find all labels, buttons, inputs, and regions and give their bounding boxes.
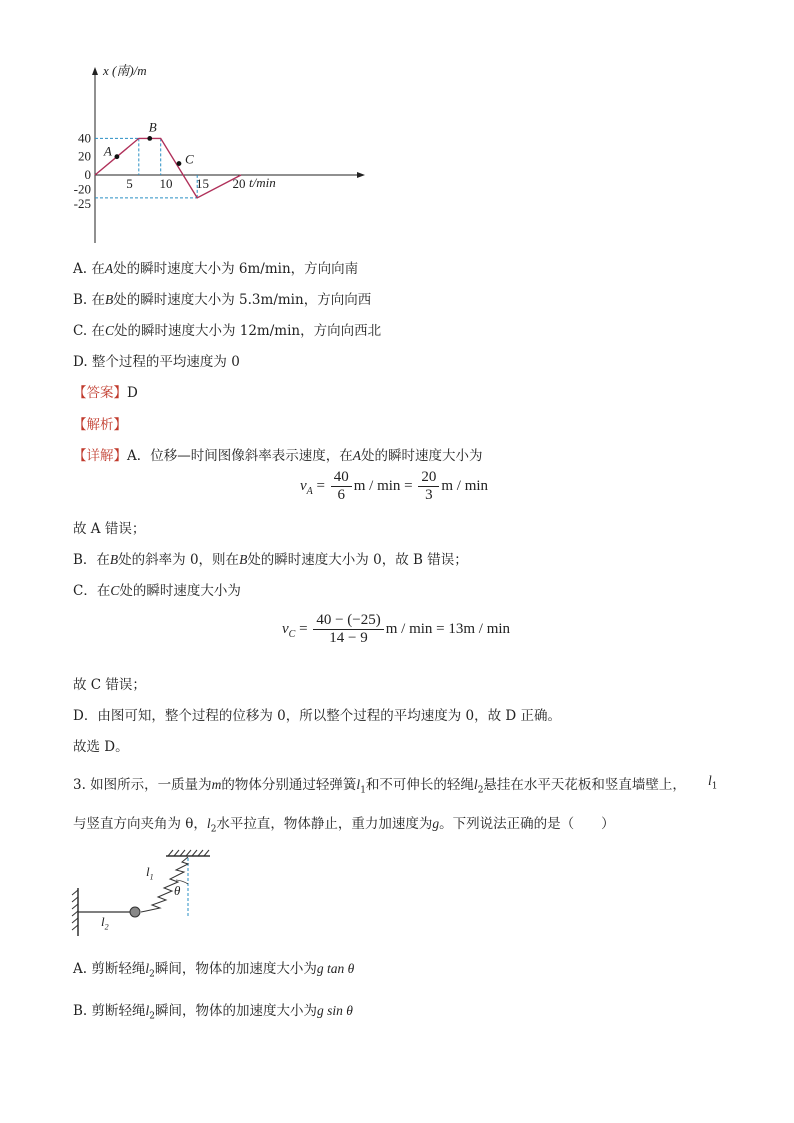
q3-l2sub: 2 <box>477 785 484 796</box>
eq1-sub: A <box>306 485 313 497</box>
option-a-var: A <box>104 261 114 276</box>
detail-a-var: A <box>352 448 361 463</box>
y-tick-label: 0 <box>84 167 91 182</box>
detail-c-line <box>73 579 241 599</box>
x-tick-label: 20 <box>232 176 246 191</box>
q3-line2c: 水平拉直，物体静止，重力加速度为 <box>216 816 433 832</box>
equation-va: $v_A$ = $\frac{40}{6}$ m / min = $\frac{20}{3}$ m / min <box>300 469 489 503</box>
option-c-text: 处的瞬时速度大小为 12m/min，方向向西北 <box>113 323 382 339</box>
option-a-text: 处的瞬时速度大小为 6m/min，方向向南 <box>113 261 359 277</box>
q3-optB-prefix: B. 剪断轻绳 <box>73 1003 146 1019</box>
point-a <box>115 154 120 159</box>
eq2-sub: C <box>288 628 296 640</box>
point-label-c: C <box>184 151 194 167</box>
option-d <box>73 350 240 370</box>
fig-l1-label <box>146 864 154 882</box>
q3-option-a <box>73 957 354 980</box>
q3-optB-lsub: 2 <box>149 1011 156 1022</box>
y-axis-arrow <box>92 67 98 75</box>
detail-a-wrong-text: 故 A 错误； <box>73 521 146 537</box>
eq1-d1: 6 <box>337 487 345 503</box>
detail-d-text: D．由图可知，整个过程的位移为 0，所以整个过程的平均速度为 0，故 D 正确。 <box>73 708 561 724</box>
detail-d-line <box>73 704 561 724</box>
q3-line1 <box>73 773 686 796</box>
q3-line1e: l <box>708 773 712 788</box>
answer-value: D <box>127 385 138 401</box>
q3-line1esub: 1 <box>711 781 718 792</box>
q3-g: g <box>432 816 440 831</box>
point-b <box>147 136 152 141</box>
x-axis-label: t/min <box>249 175 276 190</box>
q3-optB-l: l <box>145 1003 150 1018</box>
x-tick-label: 10 <box>159 176 173 191</box>
detail-b-p1: B．在 <box>73 552 110 568</box>
option-a-prefix: A. 在 <box>73 261 105 277</box>
q3-optA-l: l <box>145 961 150 976</box>
option-c <box>73 319 381 339</box>
detail-choose-text: 故选 D。 <box>73 739 129 755</box>
y-tick-label: -25 <box>73 195 91 211</box>
q3-optA-mid: 瞬间，物体的加速度大小为 <box>154 961 317 977</box>
q3-line2bsub: 2 <box>210 824 217 835</box>
q3-line2d: 。下列说法正确的是（ ） <box>439 816 615 832</box>
detail-a-text2: 处的瞬时速度大小为 <box>361 448 483 464</box>
eq2-frac <box>313 612 383 647</box>
q3-l2: l <box>473 777 478 792</box>
eq1-d2: 3 <box>425 487 433 503</box>
q3-line2 <box>73 812 615 835</box>
detail-c-wrong <box>73 673 146 693</box>
option-b-var: B <box>105 292 114 307</box>
q3-l1: l <box>356 777 361 792</box>
q3-m: m <box>211 777 222 792</box>
q3-optB-mid: 瞬间，物体的加速度大小为 <box>155 1003 318 1019</box>
eq1-n1: 40 <box>331 469 352 487</box>
eq1-frac1 <box>331 469 352 504</box>
detail-b-p3: 处的瞬时速度大小为 0，故 B 错误； <box>247 552 468 568</box>
q3-optA-expr: g tan θ <box>316 961 355 976</box>
detail-c-wrong-text: 故 C 错误； <box>73 677 146 693</box>
y-axis-label: x (南)/m <box>103 63 147 78</box>
point-label-b: B <box>148 119 157 135</box>
fig-l1: l <box>146 864 150 879</box>
detail-bracket: 【详解】 <box>73 448 127 464</box>
detail-c-v1: C <box>110 583 120 598</box>
detail-choose <box>73 735 129 755</box>
fig-theta-label <box>174 883 180 899</box>
x-axis-arrow <box>357 172 365 178</box>
detail-c-p1: C．在 <box>73 583 111 599</box>
y-tick-label: 40 <box>78 130 91 146</box>
option-c-prefix: C. 在 <box>73 323 105 339</box>
q3-l1sub: 1 <box>360 785 366 796</box>
q3-optA-lsub: 2 <box>149 969 155 980</box>
x-tick-label: 5 <box>126 176 133 191</box>
q3-line1a: 3. 如图所示，一质量为 <box>73 777 212 793</box>
point-c <box>177 161 182 166</box>
q3-optA-prefix: A. 剪断轻绳 <box>73 961 146 977</box>
option-b <box>73 288 371 308</box>
option-b-prefix: B. 在 <box>73 292 106 308</box>
eq2-den: 14 − 9 <box>329 630 368 646</box>
detail-b-p2: 处的斜率为 0，则在 <box>118 552 240 568</box>
eq1-unit1: m / min = <box>353 477 413 494</box>
analysis-line <box>73 413 127 433</box>
q3-line2b: l <box>206 816 211 831</box>
answer-line <box>73 381 138 401</box>
detail-b-line <box>73 548 468 568</box>
analysis-bracket: 【解析】 <box>73 417 127 433</box>
q3-option-b <box>73 999 353 1022</box>
y-tick-label: 20 <box>78 148 91 164</box>
fig-theta: θ <box>174 883 181 898</box>
option-b-text: 处的瞬时速度大小为 5.3m/min，方向向西 <box>113 292 372 308</box>
q3-line1-end <box>708 773 718 792</box>
option-a <box>73 257 358 277</box>
q3-optB-expr: g sin θ <box>317 1003 353 1018</box>
fig-l2-label <box>101 914 109 932</box>
x-tick-label: 15 <box>196 176 209 191</box>
detail-b-v1: B <box>109 552 119 567</box>
option-d-text: D. 整个过程的平均速度为 0 <box>73 354 240 370</box>
fig-l1sub: 1 <box>149 872 154 882</box>
q3-line1b: 的物体分别通过轻弹簧 <box>221 777 357 793</box>
q3-line1d: 悬挂在水平天花板和竖直墙壁上， <box>483 777 686 793</box>
eq2-num: 40 − (−25) <box>313 612 383 630</box>
option-c-var: C <box>104 323 114 338</box>
eq1-frac2 <box>418 469 439 504</box>
mass-ball <box>130 907 140 917</box>
detail-a-wrong <box>73 517 145 537</box>
fig-l2sub: 2 <box>104 922 109 932</box>
fig-l2: l <box>101 914 105 929</box>
eq1-lhs: v <box>300 477 307 494</box>
y-tick-label: -20 <box>73 181 91 197</box>
equation-vc: $v_C$ = $\frac{40 - (-25)}{14 - 9}$ m / min = 13m / min <box>282 612 511 646</box>
q3-line2a: 与竖直方向夹角为 θ， <box>73 816 207 832</box>
eq2-rhs: m / min = 13m / min <box>385 620 511 637</box>
eq2-lhs: v <box>282 620 289 637</box>
point-label-a: A <box>103 143 112 159</box>
answer-bracket: 【答案】 <box>73 385 127 401</box>
detail-a-line <box>73 444 483 464</box>
detail-c-p2: 处的瞬时速度大小为 <box>119 583 241 599</box>
q3-line1c: 和不可伸长的轻绳 <box>365 777 474 793</box>
position-time-chart <box>60 58 390 248</box>
detail-a-text: A．位移—时间图像斜率表示速度，在 <box>127 448 353 464</box>
eq1-n2: 20 <box>418 469 439 487</box>
detail-b-v2: B <box>239 552 248 567</box>
eq1-unit2: m / min <box>441 477 489 494</box>
spring-rope-figure <box>68 848 228 938</box>
